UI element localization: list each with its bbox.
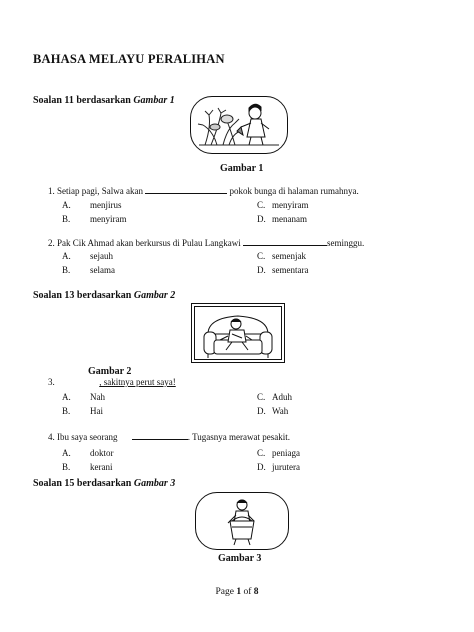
option-letter: C. [257, 200, 266, 210]
section-heading-text: Soalan 13 berdasarkan [33, 290, 134, 301]
section-heading-figure-ref: Gambar 3 [133, 478, 176, 489]
option-letter: C. [257, 251, 266, 261]
answer-blank [243, 237, 327, 246]
option-text: sementara [272, 265, 309, 275]
option-text: peniaga [272, 448, 300, 458]
question-text: , sakitnya perut saya! [99, 377, 176, 387]
current-page-number: 1 [236, 587, 242, 597]
section-heading-text: Soalan 15 berdasarkan [33, 478, 134, 489]
question-number: 3. [48, 377, 55, 387]
option-text: Wah [272, 406, 289, 416]
option-text: menjirus [90, 200, 122, 210]
option-letter: D. [257, 265, 266, 275]
footer-text: of [241, 587, 254, 597]
option-text: Nah [90, 392, 105, 402]
option-text: Hai [90, 406, 103, 416]
child-with-bucket-drawing [196, 493, 288, 549]
question-3 [48, 377, 176, 387]
section-heading-11 [33, 95, 175, 106]
question-text: pokok bunga di halaman rumahnya. [229, 186, 359, 196]
page-title: BAHASA MELAYU PERALIHAN [33, 52, 225, 66]
option-letter: A. [62, 392, 71, 402]
option-text: sejauh [90, 251, 113, 261]
question-text: . Tugasnya merawat pesakit. [187, 432, 290, 442]
option-letter: A. [62, 200, 71, 210]
option-text: Aduh [272, 392, 292, 402]
question-4 [48, 431, 290, 442]
gambar-3-caption: Gambar 3 [218, 553, 262, 564]
question-text: Pak Cik Ahmad akan berkursus di Pulau Langkawi [57, 238, 241, 248]
girl-gardening-drawing [191, 97, 287, 153]
option-text: menyiram [90, 214, 127, 224]
option-letter: B. [62, 462, 71, 472]
option-text: menyiram [272, 200, 309, 210]
answer-blank [132, 431, 188, 440]
question-number: 1. [48, 186, 55, 196]
option-letter: D. [257, 214, 266, 224]
page-number-footer [0, 587, 474, 597]
question-number: 4. [48, 432, 55, 442]
footer-text: Page [215, 587, 237, 597]
section-heading-13 [33, 290, 175, 301]
section-heading-text: Soalan 11 berdasarkan [33, 95, 134, 106]
person-on-sofa-drawing [192, 304, 284, 362]
gambar-2-caption: Gambar 2 [88, 366, 132, 377]
question-text: Ibu saya seorang [57, 432, 118, 442]
option-text: doktor [90, 448, 114, 458]
total-page-number: 8 [253, 587, 259, 597]
option-letter: C. [257, 392, 266, 402]
section-heading-15 [33, 478, 175, 489]
gambar-2-illustration [191, 303, 285, 363]
section-heading-figure-ref: Gambar 2 [133, 290, 176, 301]
option-text: semenjak [272, 251, 306, 261]
gambar-1-caption: Gambar 1 [220, 163, 264, 174]
option-letter: A. [62, 251, 71, 261]
option-text: selama [90, 265, 115, 275]
answer-blank [145, 185, 227, 194]
question-1 [48, 185, 359, 196]
gambar-1-illustration [190, 96, 288, 154]
option-letter: B. [62, 214, 71, 224]
option-text: kerani [90, 462, 113, 472]
gambar-3-illustration [195, 492, 289, 550]
answer-blank [57, 377, 97, 385]
question-text: seminggu. [326, 238, 365, 248]
option-letter: B. [62, 406, 71, 416]
option-letter: D. [257, 462, 266, 472]
option-text: menanam [272, 214, 307, 224]
option-text: jurutera [272, 462, 300, 472]
option-letter: B. [62, 265, 71, 275]
question-text: Setiap pagi, Salwa akan [57, 186, 143, 196]
question-number: 2. [48, 238, 55, 248]
option-letter: A. [62, 448, 71, 458]
section-heading-figure-ref: Gambar 1 [133, 95, 175, 106]
question-2 [48, 237, 364, 248]
option-letter: C. [257, 448, 266, 458]
option-letter: D. [257, 406, 266, 416]
